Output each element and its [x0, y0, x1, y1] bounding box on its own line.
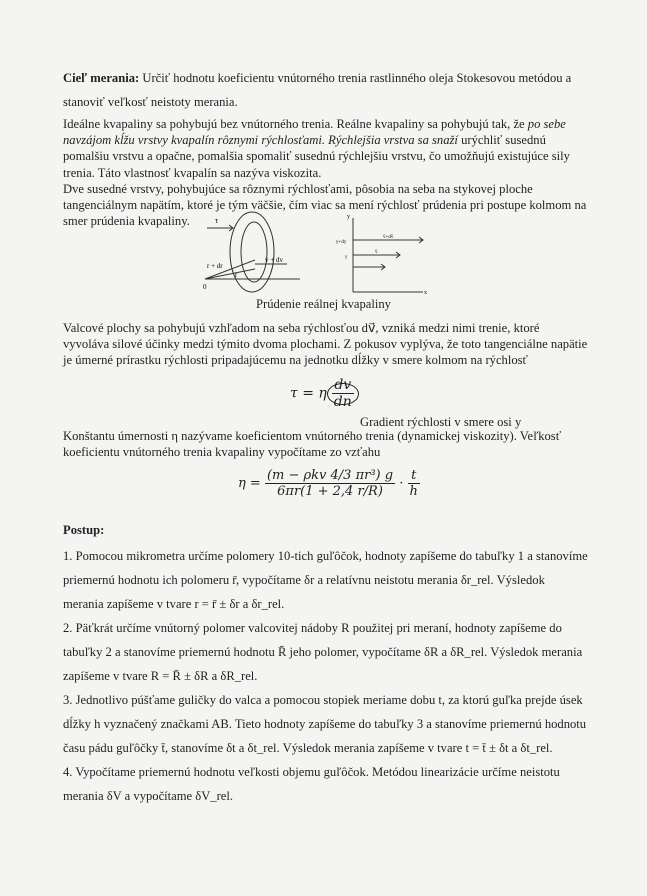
intro-paragraph-1: Ideálne kvapaliny sa pohybujú bez vnútorného trenia. Reálne kvapaliny sa pohybujú tak, že po sebe navzájom kĺžu vrstvy kvapalín rôznymi rýchlosťami. Rýchlejšia vrstva sa snaží urýchliť susednú pomalšiu vrstvu a opačne, pomalšia spomaliť susednú rýchlejšiu vrstvu, čo umožňujú existujúce sily trenia. Táto vlastnosť kvapalín sa nazýva viskozita.: [63, 117, 570, 180]
figure-r-label: r: [235, 271, 238, 279]
gradient-note: Gradient rýchlosti v smere osi y: [360, 415, 522, 429]
figure-y-axis-label: y: [347, 214, 350, 220]
procedure-title: Postup:: [63, 523, 105, 537]
figure-v-label: v̄: [375, 250, 378, 255]
figure-x-axis-label: x: [424, 290, 427, 295]
figure-tau-label: τ: [215, 216, 219, 225]
figure-zero-label: 0: [203, 283, 207, 291]
procedure-step-1: 1. Pomocou mikrometra určíme polomery 10-tich guľôčok, hodnoty zapíšeme do tabuľky 1 a stanovíme priemernú hodnotu ich polomeru r̄, vypočítame δr a relatívnu neistotu merania δr_rel. Výsledok merania zapíšeme v tvare r = r̄ ± δr a δr_rel.: [63, 549, 588, 611]
flow-figure: [195, 210, 440, 295]
procedure-section: [63, 522, 588, 538]
intro-paragraph-2: Dve susedné vrstvy, pohybujúce sa rôznymi rýchlosťami, pôsobia na seba na stykovej ploche tangenciálnym napätím, ktoré je tým väčšie, čím viac sa mení rýchlosť prúdenia pri postupe kolmom na smer prúdenia kvapaliny.: [63, 181, 587, 229]
figure-y2-label: y: [345, 255, 348, 260]
procedure-step-2: 2. Päťkrát určíme vnútorný polomer valcovitej nádoby R použitej pri meraní, hodnoty zapíšeme do tabuľky 2 a stanovíme priemernú hodnotu R̄ jeho polomer, vypočítame δR a δR_rel. Výsledok merania zapíšeme v tvare R = R̄ ± δR a δR_rel.: [63, 621, 583, 683]
tau-formula: τ = η $\frac{dv}{dn}$: [290, 377, 359, 410]
goal-label: Cieľ merania:: [63, 71, 140, 85]
gradient-circle: $\frac{dv}{dn}$: [327, 383, 359, 405]
paragraph-4: Konštantu úmernosti η nazývame koeficientom vnútorného trenia (dynamickej viskozity). Veľkosť koeficientu vnútorného trenia kvapaliny vypočítame zo vzťahu: [63, 429, 562, 460]
figure-vdv-label: v̄+dv̄: [383, 235, 394, 240]
procedure-step-3: 3. Jednotlivo púšťame guličky do valca a pomocou stopiek meriame dobu t, za ktorú guľka prejde úsek dĺžky h vyznačený značkami AB. Tieto hodnoty zapíšeme do tabuľky 3 a stanovíme priemernú hodnotu času pádu guľôčky t̄, stanovíme δt a δt_rel. Výsledok merania zapíšeme v tvare t = t̄ ± δt a δt_rel.: [63, 693, 587, 755]
paragraph-3: Valcové plochy sa pohybujú vzhľadom na seba rýchlosťou dv⃗, vzniká medzi nimi trenie, ktoré vyvoláva silové účinky medzi týmito dvoma plochami. Z pokusov vyplýva, že toto tangenciálne napätie je úmerné prírastku rýchlosti pripadajúcemu na jednotku dĺžky v smere kolmom na rýchlosť: [63, 321, 588, 368]
figure-y-dy-label: y+dy: [336, 240, 347, 245]
goal-text: Určiť hodnotu koeficientu vnútorného trenia rastlinného oleja Stokesovou metódou a stanoviť veľkosť neistoty merania.: [63, 71, 572, 109]
figure-caption: Prúdenie reálnej kvapaliny: [256, 297, 391, 311]
eta-formula: η = $\frac{\text{(m − ρkv 4/3 πr³) g}}{6\pi r(1 + 2,4 r/R)}$ · $\frac{t}{h}$: [238, 468, 418, 499]
figure-v-dv-label: v + dv: [265, 256, 283, 264]
goal-section: [63, 66, 588, 114]
procedure-step-4: 4. Vypočítame priemernú hodnotu veľkosti objemu guľôčok. Metódou linearizácie určíme neistotu merania δV a vypočítame δV_rel.: [63, 765, 560, 803]
figure-r-dr-label: r + dr: [207, 262, 223, 270]
